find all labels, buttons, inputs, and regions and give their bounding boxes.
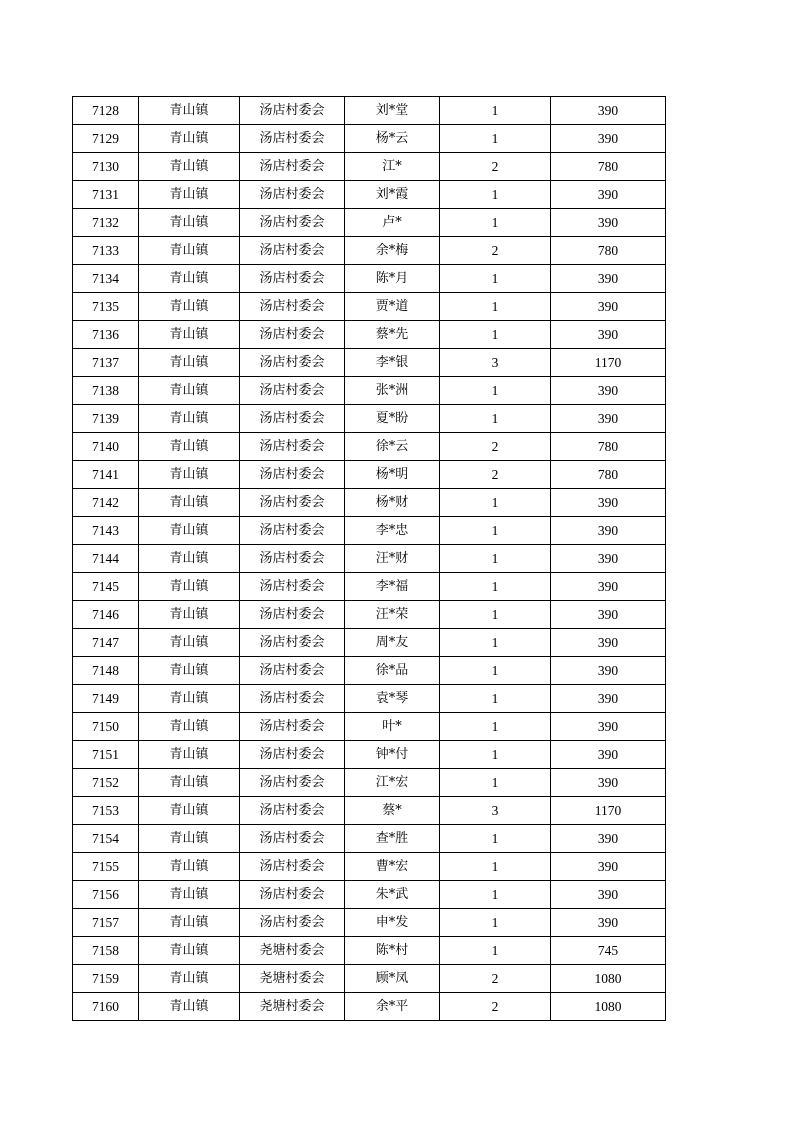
town-cell: 青山镇 — [139, 881, 240, 909]
amount-cell: 390 — [551, 265, 666, 293]
id-cell: 7146 — [73, 601, 139, 629]
table-row — [73, 965, 666, 993]
town-cell: 青山镇 — [139, 741, 240, 769]
table-row — [73, 97, 666, 125]
id-cell: 7148 — [73, 657, 139, 685]
count-cell: 1 — [440, 909, 551, 937]
village-cell: 尧塘村委会 — [240, 965, 345, 993]
town-cell: 青山镇 — [139, 321, 240, 349]
count-cell: 1 — [440, 853, 551, 881]
village-cell: 汤店村委会 — [240, 629, 345, 657]
village-cell: 汤店村委会 — [240, 545, 345, 573]
town-cell: 青山镇 — [139, 181, 240, 209]
village-cell: 汤店村委会 — [240, 685, 345, 713]
village-cell: 汤店村委会 — [240, 909, 345, 937]
village-cell: 尧塘村委会 — [240, 937, 345, 965]
amount-cell: 390 — [551, 209, 666, 237]
count-cell: 1 — [440, 181, 551, 209]
id-cell: 7154 — [73, 825, 139, 853]
town-cell: 青山镇 — [139, 517, 240, 545]
name-cell: 陈*村 — [345, 937, 440, 965]
id-cell: 7135 — [73, 293, 139, 321]
count-cell: 1 — [440, 405, 551, 433]
town-cell: 青山镇 — [139, 853, 240, 881]
amount-cell: 390 — [551, 825, 666, 853]
name-cell: 蔡*先 — [345, 321, 440, 349]
count-cell: 1 — [440, 685, 551, 713]
town-cell: 青山镇 — [139, 265, 240, 293]
amount-cell: 390 — [551, 909, 666, 937]
village-cell: 汤店村委会 — [240, 125, 345, 153]
town-cell: 青山镇 — [139, 965, 240, 993]
amount-cell: 1080 — [551, 965, 666, 993]
count-cell: 1 — [440, 489, 551, 517]
id-cell: 7153 — [73, 797, 139, 825]
amount-cell: 780 — [551, 461, 666, 489]
table-row — [73, 909, 666, 937]
count-cell: 3 — [440, 797, 551, 825]
amount-cell: 390 — [551, 293, 666, 321]
amount-cell: 390 — [551, 517, 666, 545]
count-cell: 2 — [440, 965, 551, 993]
amount-cell: 745 — [551, 937, 666, 965]
amount-cell: 390 — [551, 881, 666, 909]
id-cell: 7160 — [73, 993, 139, 1021]
name-cell: 余*梅 — [345, 237, 440, 265]
town-cell: 青山镇 — [139, 377, 240, 405]
name-cell: 朱*武 — [345, 881, 440, 909]
count-cell: 1 — [440, 713, 551, 741]
village-cell: 汤店村委会 — [240, 573, 345, 601]
village-cell: 汤店村委会 — [240, 321, 345, 349]
village-cell: 汤店村委会 — [240, 377, 345, 405]
village-cell: 汤店村委会 — [240, 209, 345, 237]
amount-cell: 390 — [551, 853, 666, 881]
name-cell: 刘*堂 — [345, 97, 440, 125]
count-cell: 1 — [440, 97, 551, 125]
id-cell: 7156 — [73, 881, 139, 909]
id-cell: 7144 — [73, 545, 139, 573]
id-cell: 7158 — [73, 937, 139, 965]
name-cell: 陈*月 — [345, 265, 440, 293]
count-cell: 1 — [440, 209, 551, 237]
table-row — [73, 685, 666, 713]
table-row — [73, 853, 666, 881]
count-cell: 1 — [440, 293, 551, 321]
table-row — [73, 797, 666, 825]
amount-cell: 1080 — [551, 993, 666, 1021]
count-cell: 1 — [440, 573, 551, 601]
table-row — [73, 237, 666, 265]
count-cell: 1 — [440, 125, 551, 153]
name-cell: 蔡* — [345, 797, 440, 825]
table-row — [73, 433, 666, 461]
village-cell: 汤店村委会 — [240, 237, 345, 265]
village-cell: 汤店村委会 — [240, 293, 345, 321]
table-row — [73, 489, 666, 517]
name-cell: 江* — [345, 153, 440, 181]
village-cell: 汤店村委会 — [240, 601, 345, 629]
town-cell: 青山镇 — [139, 657, 240, 685]
village-cell: 汤店村委会 — [240, 825, 345, 853]
count-cell: 3 — [440, 349, 551, 377]
id-cell: 7152 — [73, 769, 139, 797]
id-cell: 7157 — [73, 909, 139, 937]
amount-cell: 390 — [551, 657, 666, 685]
table-row — [73, 377, 666, 405]
table-row — [73, 741, 666, 769]
table-row — [73, 825, 666, 853]
town-cell: 青山镇 — [139, 97, 240, 125]
id-cell: 7129 — [73, 125, 139, 153]
table-row — [73, 125, 666, 153]
id-cell: 7128 — [73, 97, 139, 125]
town-cell: 青山镇 — [139, 433, 240, 461]
id-cell: 7136 — [73, 321, 139, 349]
town-cell: 青山镇 — [139, 349, 240, 377]
id-cell: 7151 — [73, 741, 139, 769]
town-cell: 青山镇 — [139, 405, 240, 433]
roster-table — [72, 96, 666, 1021]
amount-cell: 390 — [551, 685, 666, 713]
amount-cell: 390 — [551, 545, 666, 573]
town-cell: 青山镇 — [139, 209, 240, 237]
amount-cell: 390 — [551, 713, 666, 741]
town-cell: 青山镇 — [139, 713, 240, 741]
town-cell: 青山镇 — [139, 601, 240, 629]
name-cell: 袁*琴 — [345, 685, 440, 713]
table-row — [73, 993, 666, 1021]
village-cell: 尧塘村委会 — [240, 993, 345, 1021]
table-row — [73, 293, 666, 321]
village-cell: 汤店村委会 — [240, 433, 345, 461]
id-cell: 7150 — [73, 713, 139, 741]
town-cell: 青山镇 — [139, 125, 240, 153]
town-cell: 青山镇 — [139, 769, 240, 797]
id-cell: 7137 — [73, 349, 139, 377]
name-cell: 顾*凤 — [345, 965, 440, 993]
village-cell: 汤店村委会 — [240, 181, 345, 209]
count-cell: 2 — [440, 993, 551, 1021]
town-cell: 青山镇 — [139, 237, 240, 265]
town-cell: 青山镇 — [139, 573, 240, 601]
name-cell: 李*银 — [345, 349, 440, 377]
village-cell: 汤店村委会 — [240, 405, 345, 433]
village-cell: 汤店村委会 — [240, 97, 345, 125]
table-row — [73, 181, 666, 209]
count-cell: 1 — [440, 321, 551, 349]
amount-cell: 1170 — [551, 349, 666, 377]
amount-cell: 390 — [551, 405, 666, 433]
name-cell: 李*福 — [345, 573, 440, 601]
id-cell: 7131 — [73, 181, 139, 209]
table-row — [73, 461, 666, 489]
id-cell: 7130 — [73, 153, 139, 181]
roster-table-body — [73, 97, 666, 1021]
village-cell: 汤店村委会 — [240, 741, 345, 769]
table-row — [73, 769, 666, 797]
name-cell: 李*忠 — [345, 517, 440, 545]
village-cell: 汤店村委会 — [240, 349, 345, 377]
village-cell: 汤店村委会 — [240, 657, 345, 685]
amount-cell: 390 — [551, 741, 666, 769]
name-cell: 余*平 — [345, 993, 440, 1021]
id-cell: 7159 — [73, 965, 139, 993]
name-cell: 杨*云 — [345, 125, 440, 153]
village-cell: 汤店村委会 — [240, 153, 345, 181]
name-cell: 周*友 — [345, 629, 440, 657]
amount-cell: 390 — [551, 573, 666, 601]
name-cell: 曹*宏 — [345, 853, 440, 881]
amount-cell: 390 — [551, 181, 666, 209]
village-cell: 汤店村委会 — [240, 769, 345, 797]
table-row — [73, 349, 666, 377]
name-cell: 查*胜 — [345, 825, 440, 853]
name-cell: 申*发 — [345, 909, 440, 937]
name-cell: 杨*财 — [345, 489, 440, 517]
name-cell: 叶* — [345, 713, 440, 741]
amount-cell: 390 — [551, 489, 666, 517]
table-row — [73, 937, 666, 965]
town-cell: 青山镇 — [139, 293, 240, 321]
amount-cell: 390 — [551, 97, 666, 125]
id-cell: 7143 — [73, 517, 139, 545]
table-row — [73, 265, 666, 293]
name-cell: 徐*品 — [345, 657, 440, 685]
id-cell: 7139 — [73, 405, 139, 433]
id-cell: 7132 — [73, 209, 139, 237]
id-cell: 7149 — [73, 685, 139, 713]
name-cell: 钟*付 — [345, 741, 440, 769]
table-row — [73, 209, 666, 237]
town-cell: 青山镇 — [139, 937, 240, 965]
amount-cell: 390 — [551, 629, 666, 657]
village-cell: 汤店村委会 — [240, 489, 345, 517]
count-cell: 1 — [440, 741, 551, 769]
table-row — [73, 573, 666, 601]
id-cell: 7140 — [73, 433, 139, 461]
name-cell: 汪*荣 — [345, 601, 440, 629]
village-cell: 汤店村委会 — [240, 881, 345, 909]
count-cell: 1 — [440, 937, 551, 965]
town-cell: 青山镇 — [139, 993, 240, 1021]
name-cell: 汪*财 — [345, 545, 440, 573]
id-cell: 7142 — [73, 489, 139, 517]
amount-cell: 780 — [551, 433, 666, 461]
id-cell: 7147 — [73, 629, 139, 657]
village-cell: 汤店村委会 — [240, 265, 345, 293]
amount-cell: 390 — [551, 377, 666, 405]
count-cell: 1 — [440, 601, 551, 629]
town-cell: 青山镇 — [139, 685, 240, 713]
id-cell: 7145 — [73, 573, 139, 601]
amount-cell: 390 — [551, 321, 666, 349]
count-cell: 1 — [440, 517, 551, 545]
id-cell: 7141 — [73, 461, 139, 489]
village-cell: 汤店村委会 — [240, 797, 345, 825]
table-row — [73, 881, 666, 909]
town-cell: 青山镇 — [139, 797, 240, 825]
village-cell: 汤店村委会 — [240, 461, 345, 489]
count-cell: 1 — [440, 657, 551, 685]
name-cell: 卢* — [345, 209, 440, 237]
amount-cell: 1170 — [551, 797, 666, 825]
table-row — [73, 321, 666, 349]
table-row — [73, 657, 666, 685]
count-cell: 1 — [440, 769, 551, 797]
amount-cell: 780 — [551, 237, 666, 265]
count-cell: 2 — [440, 461, 551, 489]
name-cell: 贾*道 — [345, 293, 440, 321]
amount-cell: 780 — [551, 153, 666, 181]
town-cell: 青山镇 — [139, 489, 240, 517]
name-cell: 江*宏 — [345, 769, 440, 797]
village-cell: 汤店村委会 — [240, 853, 345, 881]
town-cell: 青山镇 — [139, 909, 240, 937]
count-cell: 2 — [440, 433, 551, 461]
table-row — [73, 629, 666, 657]
count-cell: 2 — [440, 153, 551, 181]
name-cell: 徐*云 — [345, 433, 440, 461]
id-cell: 7133 — [73, 237, 139, 265]
count-cell: 1 — [440, 881, 551, 909]
name-cell: 张*洲 — [345, 377, 440, 405]
count-cell: 1 — [440, 629, 551, 657]
table-row — [73, 601, 666, 629]
village-cell: 汤店村委会 — [240, 517, 345, 545]
count-cell: 1 — [440, 825, 551, 853]
id-cell: 7134 — [73, 265, 139, 293]
id-cell: 7155 — [73, 853, 139, 881]
table-row — [73, 517, 666, 545]
town-cell: 青山镇 — [139, 545, 240, 573]
name-cell: 刘*霞 — [345, 181, 440, 209]
amount-cell: 390 — [551, 125, 666, 153]
table-row — [73, 405, 666, 433]
name-cell: 夏*盼 — [345, 405, 440, 433]
village-cell: 汤店村委会 — [240, 713, 345, 741]
table-row — [73, 153, 666, 181]
table-row — [73, 713, 666, 741]
town-cell: 青山镇 — [139, 461, 240, 489]
town-cell: 青山镇 — [139, 825, 240, 853]
count-cell: 1 — [440, 265, 551, 293]
table-row — [73, 545, 666, 573]
count-cell: 1 — [440, 377, 551, 405]
name-cell: 杨*明 — [345, 461, 440, 489]
town-cell: 青山镇 — [139, 629, 240, 657]
id-cell: 7138 — [73, 377, 139, 405]
town-cell: 青山镇 — [139, 153, 240, 181]
count-cell: 1 — [440, 545, 551, 573]
count-cell: 2 — [440, 237, 551, 265]
amount-cell: 390 — [551, 769, 666, 797]
amount-cell: 390 — [551, 601, 666, 629]
